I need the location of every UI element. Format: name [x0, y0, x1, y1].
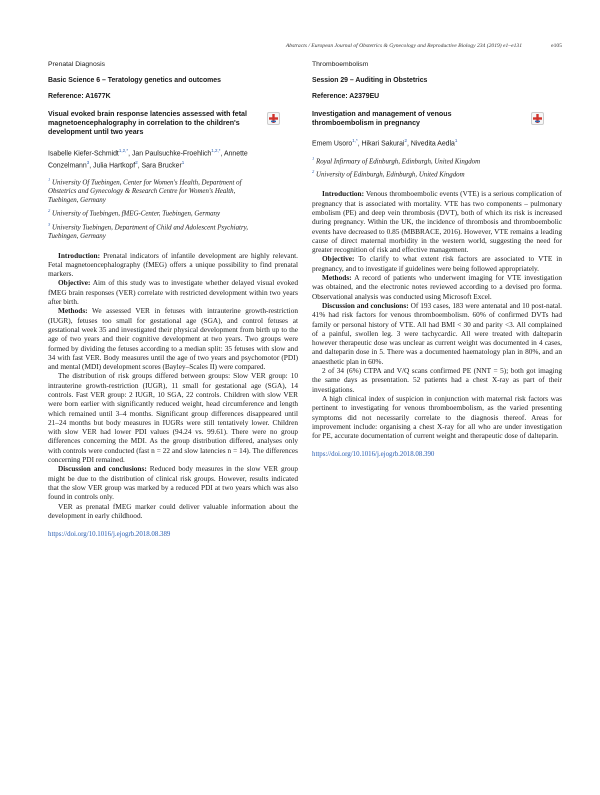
affiliation-list	[312, 155, 562, 181]
paragraph-introduction: Introduction: Prenatal indicators of infantile development are highly relevant. Fetal magnetoencephalography (fMEG) offers a unique possibility to find prenatal markers.	[48, 250, 298, 279]
author-affil-mark: 1,2,*	[211, 147, 221, 153]
author-name: Annette Conzelmann	[48, 149, 248, 170]
abstract-left	[48, 60, 298, 539]
session-title: Basic Science 6 – Teratology genetics and outcomes	[48, 77, 221, 85]
affiliation-list	[48, 176, 298, 241]
page-number: e105	[551, 43, 562, 49]
abstract-title: Investigation and management of venous thromboembolism in pregnancy	[312, 109, 452, 128]
paragraph-introduction: Introduction: Venous thromboembolic events (VTE) is a serious complication of pregnancy that is associated with mortality. VTE has two components – pulmonary embolism (PE) and deep vein thrombosis (DVT), both of which its risk is increased during pregnancy. Within the UK, the incidence of thrombosis and thromboembolic events have decreased to 0.85 (MBBRACE, 2016). However, VTE remains a leading cause of direct maternal morbidity in the western world, suggesting the need for greater recognition of risk and effective management.	[312, 189, 562, 255]
section-label: Prenatal Diagnosis	[48, 61, 106, 68]
abstract-title: Visual evoked brain response latencies assessed with fetal magnetoencephalography in correlation to the children's development until two years	[48, 109, 247, 137]
paragraph-methods: Methods: We assessed VER in fetuses with intrauterine growth-restriction (IUGR), fetuses too small for gestational age (SGA), and control fetuses at gestational week 35 and investigated their physical development from birth up to the age of two years and their cognitive development at two years. Two groups were formed by dividing the fetuses according to a median split: 35 fetuses with slow and 34 with fast VER. Body measures until the age of two years and psychomotor (PDI) and mental (MDI) development scores (Bayley–Scales II) were compared.	[48, 306, 298, 372]
reference-code: Reference: A1677K	[48, 92, 111, 100]
author-affil-mark: 1	[454, 138, 458, 144]
paragraph-closing: VER as prenatal fMEG marker could deliver valuable information about the development in early childhood.	[48, 501, 298, 520]
affiliation: $^2$ University of Tuebingen, fMEG-Center, Tuebingen, Germany	[48, 208, 221, 218]
affiliation: $^3$ University Tuebingen, Department of Child and Adolescent Psychiatry, Tuebingen, Germany	[48, 222, 249, 240]
author-affil-mark: 3	[86, 159, 90, 165]
abstract-body	[48, 251, 298, 521]
author-affil-mark: 2	[135, 159, 138, 165]
author-list: Emem Usoro$^{1,*}$, Hikari Sakurai$^2$, Nivedita Aedla$^1$	[312, 138, 458, 148]
author-name: Nivedita Aedla	[410, 140, 455, 148]
abstract-body	[312, 189, 562, 440]
crossmark-icon[interactable]	[267, 112, 280, 125]
affiliation: $^2$ University of Edinburgh, Edinburgh, United Kingdom	[312, 169, 465, 179]
section-label: Thromboembolism	[312, 61, 369, 68]
affiliation: $^1$ Royal Infirmary of Edinburgh, Edinburgh, United Kingdom	[312, 155, 481, 165]
doi-link[interactable]: https://doi.org/10.1016/j.ejogrb.2018.08.389	[48, 531, 171, 539]
author-affil-mark: 1	[181, 159, 185, 165]
author-name: Isabelle Kiefer-Schmidt	[48, 149, 119, 157]
doi-link[interactable]: https://doi.org/10.1016/j.ejogrb.2018.08.390	[312, 451, 435, 459]
paragraph-closing: A high clinical index of suspicion in conjunction with maternal risk factors was pertinent to investigating for venous thromboembolism, as the varied presenting symptoms did not necessarily correlate to the diagnosis thereof. Areas for improvement include: organising a chest X-ray for all who are under investigation for PE, accurate documentation of current weight and therapeutic dose of dalteparin.	[312, 393, 562, 441]
paragraph-objective: Objective: Aim of this study was to investigate whether delayed visual evoked fMEG brain responses (VER) correlate with restricted development within two years after birth.	[48, 278, 298, 307]
running-header	[40, 43, 562, 55]
paragraph-discussion: Discussion and conclusions: Of 193 cases, 183 were antenatal and 10 post-natal. 41% had risk factors for venous thromboembolism. 60% of confirmed DVTs had family or personal history of VTE. All had BMI < 30 and parity <3. All complained of a painful, swollen leg. 3 were tachycardic. All were treated with dalteparin however therapeutic dose was unclear as current weight was documented in 4 cases, and dalteparin dose in 5. There was a documented haematology plan in 80%, and an anaesthetic plan in 60%.	[312, 300, 562, 366]
session-title: Session 29 – Auditing in Obstetrics	[312, 77, 428, 85]
paragraph-objective: Objective: To clarify to what extent risk factors are associated to VTE in pregnancy, and to investigate if guidelines were being followed appropriately.	[312, 254, 562, 273]
journal-citation: Abstracts / European Journal of Obstetrics & Gynecology and Reproductive Biology 234 (2019) e1–e131	[285, 43, 522, 49]
author-name: Sara Brucker	[141, 162, 182, 170]
author-name: Jan Paulsuchke-Froehlich	[131, 149, 212, 157]
affiliation: $^1$ University Of Tuebingen, Center for Women's Health, Department of Obstetrics and Gynecology & Research Centre for Women's Health, Tuebingen, Germany	[48, 177, 242, 204]
author-list: Isabelle Kiefer-Schmidt$^{1,2,*}$, Jan Paulsuchke-Froehlich$^{1,2,*}$, Annette Conzelmann$^3$, Julia Hartkopf$^2$, Sara Brucker$^1$	[48, 147, 248, 170]
author-name: Emem Usoro	[312, 140, 353, 148]
author-name: Hikari Sakurai	[361, 140, 405, 148]
crossmark-icon[interactable]	[531, 112, 544, 125]
reference-code: Reference: A2379EU	[312, 92, 380, 100]
author-name: Julia Hartkopf	[93, 162, 136, 170]
paragraph-discussion: Discussion and conclusions: Reduced body measures in the slow VER group might be due to the distribution of clinical risk groups. However, results indicated that the slow VER group was marked by a reduced PDI at two years which was also found in controls only.	[48, 464, 299, 502]
author-affil-mark: 2	[404, 138, 407, 144]
abstract-right	[312, 60, 562, 460]
paragraph-methods: Methods: A record of patients who underwent imaging for VTE investigation was obtained, and the electronic notes reviewed according to a devised pro forma. Observational analysis was conducted using Microsoft Excel.	[312, 273, 563, 301]
author-affil-mark: 1,*	[352, 138, 358, 144]
paragraph-imaging: 2 of 34 (6%) CTPA and V/Q scans confirmed PE (NNT = 5); both got imaging the same days as presentation. 52 patients had a chest X-ray as part of their investigations.	[312, 366, 562, 394]
paragraph-results: The distribution of risk groups differed between groups: Slow VER group: 10 intrauterine growth-restriction (IUGR), 11 small for gestational age (SGA), 14 controls. Fast VER group: 2 IUGR, 10 SGA, 22 controls. Children with slow VER were born earlier with significantly reduced weight, head circumference and length which remained until 3–4 months. Significant group differences disappeared until 21–24 months but body measures in IUGRs were still tentatively lower. Children with slow VER had lower PDI values (94.24 vs. 99.61). There were no group differences concerning the MDI. As the group distribution differed, analyses only with controls were conducted (fast n = 22 and slow latencies n = 14). The differences concerning PDI remained.	[48, 371, 298, 465]
author-affil-mark: 1,2,*	[118, 147, 129, 153]
